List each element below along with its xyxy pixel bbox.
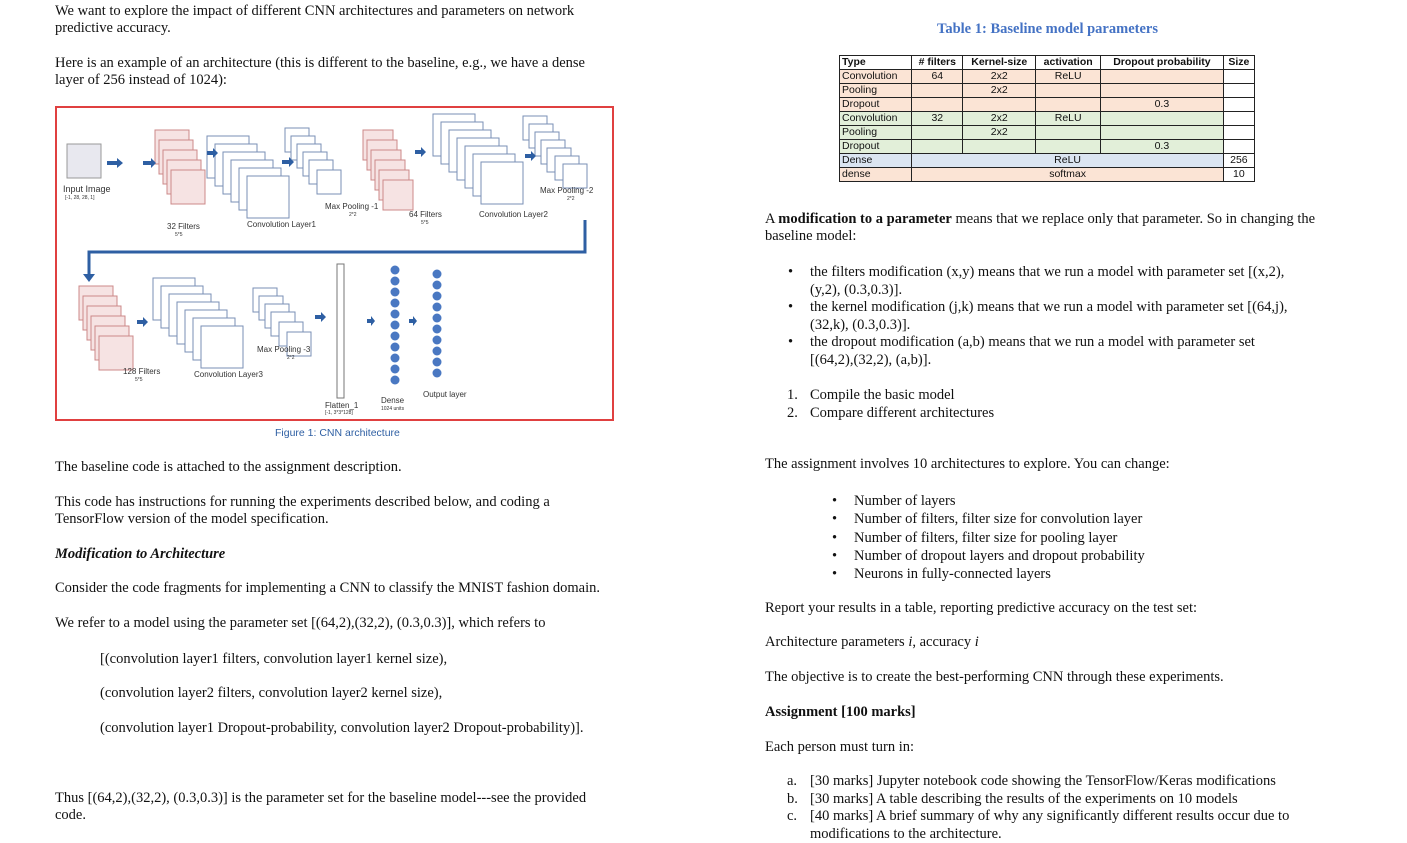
table-header-row: [840, 56, 1255, 70]
input-image-label: Input Image: [63, 184, 111, 194]
maxpool1-stack: [285, 128, 341, 194]
example-paragraph: Here is an example of an architecture (this is different to the baseline, e.g., we have a dense layer of 256 instead of 1024):: [55, 55, 585, 88]
list-item-text: Compare different architectures: [810, 404, 995, 421]
baseline-params-table: [839, 55, 1255, 182]
table-cell: 0.3: [1101, 98, 1224, 112]
max-pooling2-label: Max Pooling -2: [540, 186, 594, 195]
max-pooling1-sub: 2*2: [349, 212, 357, 218]
table-cell: [1223, 70, 1254, 84]
table-cell: 2x2: [963, 126, 1036, 140]
involves-text: The assignment involves 10 architectures to explore. You can change:: [765, 456, 1170, 472]
header-cell: Size: [1223, 56, 1254, 70]
table-row: [840, 168, 1255, 182]
table-cell: 2x2: [963, 112, 1036, 126]
arch-params-text: [765, 634, 1345, 651]
table-cell: ReLU: [912, 154, 1223, 168]
table-title: Table 1: Baseline model parameters: [937, 21, 1158, 37]
table-cell: 10: [1223, 168, 1254, 182]
table-cell: 32: [912, 112, 963, 126]
list-item-text: [40 marks] A brief summary of why any significantly different results occur due to modifications to the architecture.: [810, 808, 1290, 842]
table-cell: [1101, 112, 1224, 126]
list-marker: c.: [787, 808, 798, 824]
flatten-label: Flatten_1: [325, 401, 359, 410]
table-cell: [1036, 84, 1101, 98]
table-cell: ReLU: [1036, 70, 1101, 84]
list-marker: a.: [787, 773, 798, 789]
report-text: Report your results in a table, reporting predictive accuracy on the test set:: [765, 600, 1198, 616]
table-row: [840, 140, 1255, 154]
table-cell: softmax: [912, 168, 1223, 182]
modification-param-paragraph: [765, 211, 1330, 245]
input-image-stack: [67, 144, 101, 178]
dense-units: [391, 266, 400, 385]
conv-layer2-label: Convolution Layer2: [479, 210, 548, 219]
table-cell: 2x2: [963, 84, 1036, 98]
table-row: [840, 154, 1255, 168]
table-cell: [963, 140, 1036, 154]
table-cell: ReLU: [1036, 112, 1101, 126]
table-cell: [1101, 70, 1224, 84]
arch-params-i1: i: [908, 634, 913, 650]
flatten-sub: [-1, 3*3*128]: [325, 410, 353, 416]
list-item: [787, 387, 994, 405]
dense-sub: 1024 units: [381, 406, 405, 412]
deliverables-list: [787, 773, 1347, 843]
list-item-text: [30 marks] A table describing the results of the experiments on 10 models: [810, 790, 1238, 807]
filters-32-label: 32 Filters: [167, 222, 200, 231]
list-marker: b.: [787, 790, 798, 807]
table-cell: [1223, 140, 1254, 154]
header-cell: Kernel-size: [963, 56, 1036, 70]
param-line-1: [(convolution layer1 filters, convolution layer1 kernel size),: [100, 651, 448, 667]
table-cell: dense: [840, 168, 912, 182]
table-cell: [912, 98, 963, 112]
filters-128-sub: 5*5: [135, 377, 143, 383]
change-list: [854, 492, 1274, 583]
numbered-list: [787, 387, 994, 422]
table-cell: [1223, 84, 1254, 98]
consider-text: Consider the code fragments for implementing a CNN to classify the MNIST fashion domain.: [55, 580, 600, 596]
table-cell: 0.3: [1101, 140, 1224, 154]
output-units: [433, 270, 442, 378]
list-item: • Number of dropout layers and dropout probability: [854, 547, 1274, 565]
arch-params-i2: i: [974, 634, 979, 650]
table-cell: Pooling: [840, 84, 912, 98]
list-item: [787, 791, 1347, 809]
filters-64-sub: 5*5: [421, 220, 429, 226]
table-row: [840, 84, 1255, 98]
table-cell: [1223, 112, 1254, 126]
mod-param-pre: A: [765, 211, 779, 227]
assignment-heading: Assignment [100 marks]: [765, 704, 916, 720]
list-item: • Number of filters, filter size for convolution layer: [854, 510, 1274, 528]
table-cell: [1101, 126, 1224, 140]
max-pooling3-sub: 2*2: [287, 355, 295, 361]
modification-heading: Modification to Architecture: [55, 546, 226, 562]
table-cell: [1223, 126, 1254, 140]
header-cell: activation: [1036, 56, 1101, 70]
max-pooling2-sub: 2*2: [567, 196, 575, 202]
table-cell: Convolution: [840, 112, 912, 126]
table-cell: 256: [1223, 154, 1254, 168]
table-cell: [912, 84, 963, 98]
arch-params-mid: , accuracy: [912, 634, 975, 650]
table-cell: [912, 126, 963, 140]
intro-paragraph: We want to explore the impact of different CNN architectures and parameters on network predictive accuracy.: [55, 3, 575, 36]
table-cell: [1223, 98, 1254, 112]
filters-32-sub: 5*5: [175, 232, 183, 238]
thus-text: Thus [(64,2),(32,2), (0.3,0.3)] is the parameter set for the baseline model---see the provided code.: [55, 790, 587, 823]
list-item: [787, 808, 1347, 843]
baseline-attached-text: The baseline code is attached to the assignment description.: [55, 459, 402, 475]
header-cell: Dropout probability: [1101, 56, 1224, 70]
list-item-text: Compile the basic model: [810, 387, 955, 403]
header-cell: # filters: [912, 56, 963, 70]
filters-128-label: 128 Filters: [123, 367, 161, 376]
list-item: • the dropout modification (a,b) means that we run a model with parameter set [(64,2),(32,2), (a,b)].: [810, 334, 1300, 369]
header-cell: Type: [840, 56, 912, 70]
conv-layer1-label: Convolution Layer1: [247, 220, 316, 229]
conv1-stack: [207, 136, 289, 218]
table-cell: [1036, 140, 1101, 154]
instructions-text: This code has instructions for running the experiments described below, and coding a TensorFlow version of the model specification.: [55, 494, 550, 527]
table-cell: [1101, 84, 1224, 98]
filters-64-label: 64 Filters: [409, 210, 442, 219]
table-cell: [963, 98, 1036, 112]
table-cell: Convolution: [840, 70, 912, 84]
max-pooling1-label: Max Pooling -1: [325, 202, 379, 211]
mod-param-bold: modification to a parameter: [778, 211, 952, 227]
table-row: [840, 112, 1255, 126]
arch-params-pre: Architecture parameters: [765, 634, 909, 650]
mod-param-post: means that we replace only that parameter. So in changing the baseline model:: [765, 211, 1316, 244]
list-item: • Neurons in fully-connected layers: [854, 565, 1274, 583]
table-cell: 2x2: [963, 70, 1036, 84]
list-item: • Number of filters, filter size for pooling layer: [854, 529, 1274, 547]
list-item: [787, 405, 994, 423]
modification-bullets: [810, 264, 1300, 369]
max-pooling3-label: Max Pooling -3: [257, 345, 311, 354]
conv2-stack: [433, 114, 523, 204]
objective-text: The objective is to create the best-performing CNN through these experiments.: [765, 669, 1224, 685]
list-marker: 1.: [787, 387, 798, 403]
table-row: [840, 98, 1255, 112]
filters-32-stack: [155, 130, 205, 204]
table-cell: Pooling: [840, 126, 912, 140]
table-cell: [1036, 126, 1101, 140]
refer-text: We refer to a model using the parameter set [(64,2),(32,2), (0.3,0.3)], which refers to: [55, 615, 546, 631]
table-row: [840, 70, 1255, 84]
input-image-dim: [-1, 28, 28, 1]: [65, 195, 95, 201]
table-cell: Dropout: [840, 140, 912, 154]
dense-label: Dense: [381, 396, 405, 405]
flatten-bar: [337, 264, 344, 398]
each-person-text: Each person must turn in:: [765, 739, 915, 755]
figure-caption: Figure 1: CNN architecture: [275, 427, 400, 439]
param-line-3: (convolution layer1 Dropout-probability, convolution layer2 Dropout-probability)].: [100, 720, 584, 736]
list-item-text: [30 marks] Jupyter notebook code showing the TensorFlow/Keras modifications: [810, 773, 1276, 789]
conv-layer3-label: Convolution Layer3: [194, 370, 263, 379]
table-cell: Dropout: [840, 98, 912, 112]
param-line-2: (convolution layer2 filters, convolution layer2 kernel size),: [100, 685, 443, 701]
table-cell: [912, 140, 963, 154]
table-cell: 64: [912, 70, 963, 84]
maxpool2-stack: [523, 116, 587, 188]
cnn-architecture-figure: [55, 106, 614, 421]
output-layer-label: Output layer: [423, 390, 467, 399]
table-cell: Dense: [840, 154, 912, 168]
list-item: • the filters modification (x,y) means that we run a model with parameter set [(x,2),(y,2), (0.3,0.3)].: [810, 264, 1300, 299]
table-cell: [1036, 98, 1101, 112]
filters-64-stack: [363, 130, 413, 210]
table-row: [840, 126, 1255, 140]
conv3-stack: [153, 278, 243, 368]
list-item: [787, 773, 1347, 791]
list-item: • Number of layers: [854, 492, 1274, 510]
list-marker: 2.: [787, 404, 798, 421]
list-item: • the kernel modification (j,k) means that we run a model with parameter set [(64,j),(32,k), (0.3,0.3)].: [810, 299, 1300, 334]
filters-128-stack: [79, 286, 133, 370]
